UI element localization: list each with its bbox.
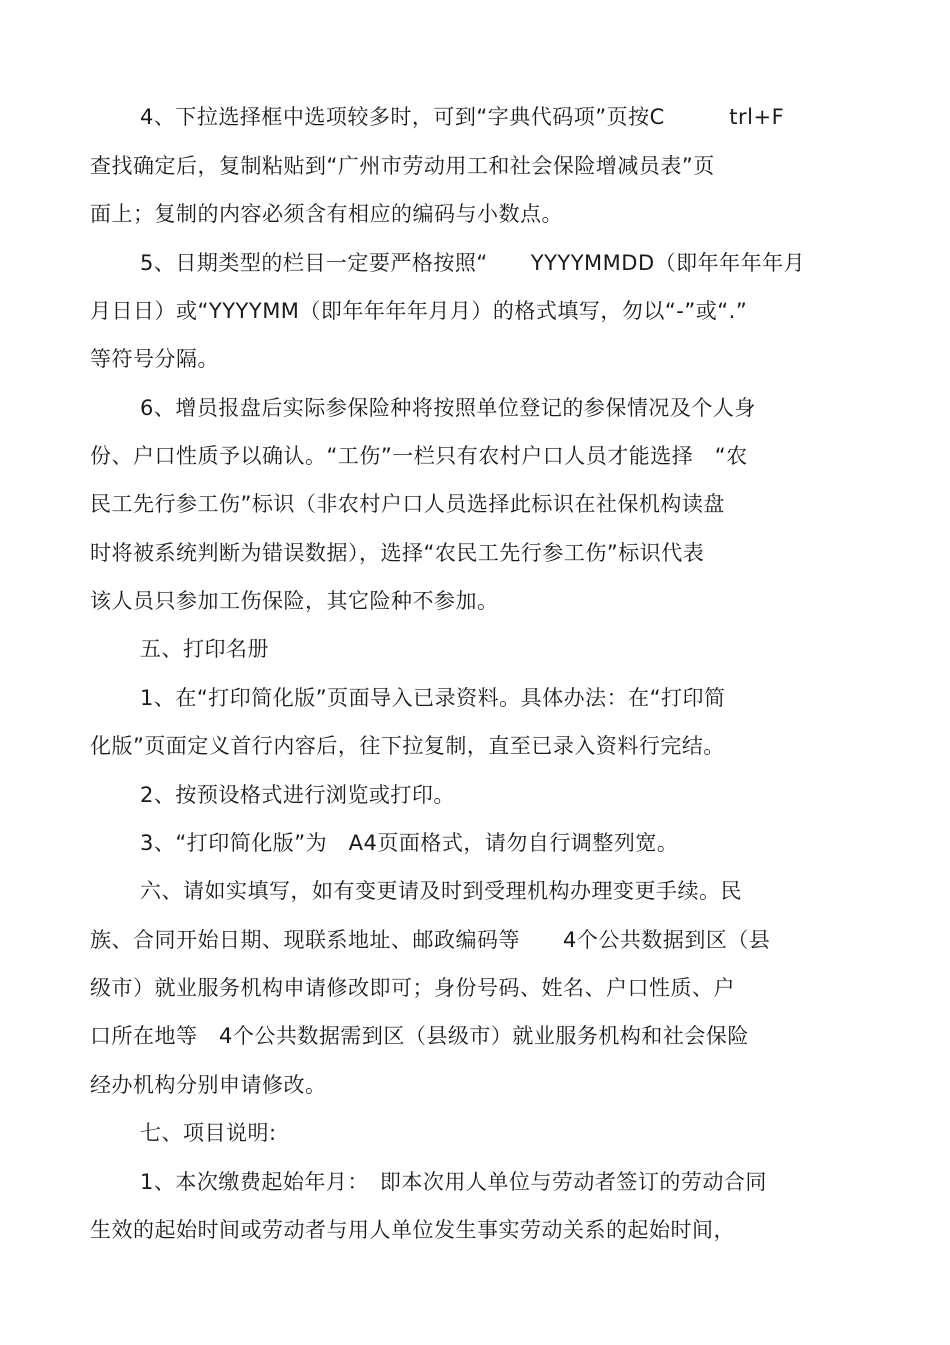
text-line: 查找确定后，复制粘贴到“广州市劳动用工和社会保险增减员表”页 [90, 154, 715, 178]
text-line: 1、在“打印简化版”页面导入已录资料。具体办法：在“打印简 [140, 686, 726, 710]
text-line: 口所在地等 4个公共数据需到区（县级市）就业服务机构和社会保险 [90, 1024, 749, 1048]
text-line: 3、“打印简化版”为 A4页面格式，请勿自行调整列宽。 [140, 831, 679, 855]
text-line: 4、下拉选择框中选项较多时，可到“字典代码项”页按C trl+F [140, 105, 785, 129]
text-line: 民工先行参工伤”标识（非农村户口人员选择此标识在社保机构读盘 [90, 492, 725, 516]
text-line: 生效的起始时间或劳动者与用人单位发生事实劳动关系的起始时间， [90, 1218, 735, 1242]
text-line: 5、日期类型的栏目一定要严格按照“ YYYYMMDD（即年年年年月 [140, 251, 806, 275]
text-line: 等符号分隔。 [90, 347, 219, 371]
text-line: 份、户口性质予以确认。“工伤”一栏只有农村户口人员才能选择 “农 [90, 444, 748, 468]
text-line: 1、本次缴费起始年月： 即本次用人单位与劳动者签订的劳动合同 [140, 1170, 767, 1194]
section-heading: 五、打印名册 [140, 637, 269, 661]
text-line: 族、合同开始日期、现联系地址、邮政编码等 4个公共数据到区（县 [90, 928, 771, 952]
text-line: 化版”页面定义首行内容后，往下拉复制，直至已录入资料行完结。 [90, 734, 725, 758]
text-line: 6、增员报盘后实际参保险种将按照单位登记的参保情况及个人身 [140, 396, 756, 420]
text-line: 月日日）或“YYYYMM（即年年年年月月）的格式填写，勿以“-”或“.” [90, 299, 748, 323]
section-heading: 六、请如实填写，如有变更请及时到受理机构办理变更手续。民 [140, 879, 742, 903]
section-heading: 七、项目说明: [140, 1121, 277, 1145]
text-line: 该人员只参加工伤保险，其它险种不参加。 [90, 589, 499, 613]
text-line: 2、按预设格式进行浏览或打印。 [140, 783, 455, 807]
text-line: 面上；复制的内容必须含有相应的编码与小数点。 [90, 202, 563, 226]
text-line: 经办机构分别申请修改。 [90, 1073, 327, 1097]
text-line: 级市）就业服务机构申请修改即可；身份号码、姓名、户口性质、户 [90, 976, 735, 1000]
text-line: 时将被系统判断为错误数据），选择“农民工先行参工伤”标识代表 [90, 541, 705, 565]
